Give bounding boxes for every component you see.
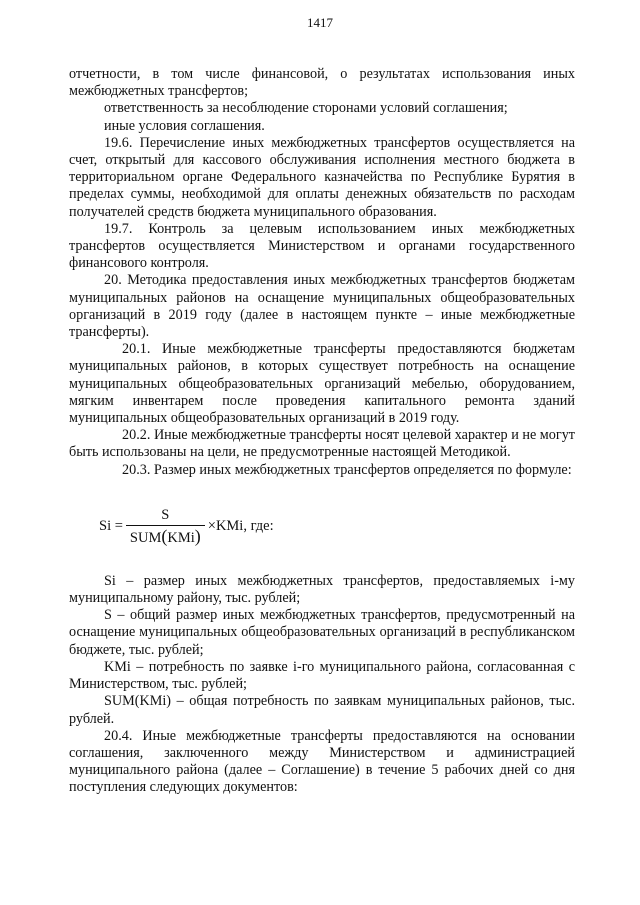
formula-rhs: KMi, где: <box>215 518 274 535</box>
formula-multiplier: × <box>207 518 216 535</box>
formula-block <box>69 479 575 573</box>
paragraph: Si – размер иных межбюджетных трансфертов, предоставляемых i-му муниципальному району, тыс. рублей; <box>69 572 575 607</box>
denominator-prefix: SUM <box>129 529 162 546</box>
page-number: 1417 <box>307 15 333 30</box>
paragraph: S – общий размер иных межбюджетных трансфертов, предусмотренный на оснащение муниципальных общеобразовательных организаций в республиканском бюджете, тыс. рублей; <box>69 607 575 658</box>
paragraph: 20.2. Иные межбюджетные трансферты носят целевой характер и не могут быть использованы на цели, не предусмотренные настоящей Методикой. <box>69 427 575 461</box>
paragraph: отчетности, в том числе финансовой, о результатах использования иных межбюджетных трансфертов; <box>69 66 575 100</box>
paragraph: SUM(KMi) – общая потребность по заявкам муниципальных районов, тыс. рублей. <box>69 693 575 727</box>
formula <box>99 507 274 547</box>
paragraph: ответственность за несоблюдение сторонами условий соглашения; <box>104 100 508 117</box>
paragraphs-bottom <box>69 573 575 797</box>
formula-denominator <box>126 526 205 547</box>
formula-numerator: S <box>161 506 170 523</box>
paragraph: 20.4. Иные межбюджетные трансферты предоставляются на основании соглашения, заключенного между Министерством и администрацией муниципального района (далее – Соглашение) в течение 5 рабочих дней со дня поступления следующих документов: <box>69 727 575 796</box>
paragraph: 20. Методика предоставления иных межбюджетных трансфертов бюджетам муниципальных районов на оснащение муниципальных общеобразовательных организаций в 2019 году (далее в настоящем пункте – иные межбюджетные трансферты). <box>69 272 575 341</box>
paragraph: 20.1. Иные межбюджетные трансферты предоставляются бюджетам муниципальных районов, в которых существует потребность на оснащение муниципальных общеобразовательных организаций мебелью, оборудованием, мягким инвентарем после проведения капитального ремонта зданий муниципальных общеобразовательных организаций в 2019 году. <box>69 341 575 427</box>
denominator-inner: KMi <box>167 529 195 546</box>
formula-lhs: Si = <box>99 518 123 535</box>
paragraph: 19.6. Перечисление иных межбюджетных трансфертов осуществляется на счет, открытый для кассового обслуживания исполнения местного бюджета в территориальном органе Федерального казначейства по Республике Бурятия в пределах суммы, необходимой для оплаты денежных обязательств по расходам получателей средств бюджета муниципального образования. <box>69 134 575 220</box>
paragraph: KMi – потребность по заявке i-го муниципального района, согласованная с Министерством, тыс. рублей; <box>69 658 575 693</box>
left-paren: ( <box>161 525 168 546</box>
paragraphs-top <box>69 66 575 479</box>
right-paren: ) <box>194 525 201 546</box>
formula-fraction <box>126 507 205 547</box>
document-body <box>69 66 575 797</box>
paragraph: 20.3. Размер иных межбюджетных трансфертов определяется по формуле: <box>122 461 572 478</box>
paragraph: иные условия соглашения. <box>104 117 265 134</box>
paragraph: 19.7. Контроль за целевым использованием иных межбюджетных трансфертов осуществляется Министерством и органами государственного финансового контроля. <box>69 220 575 272</box>
